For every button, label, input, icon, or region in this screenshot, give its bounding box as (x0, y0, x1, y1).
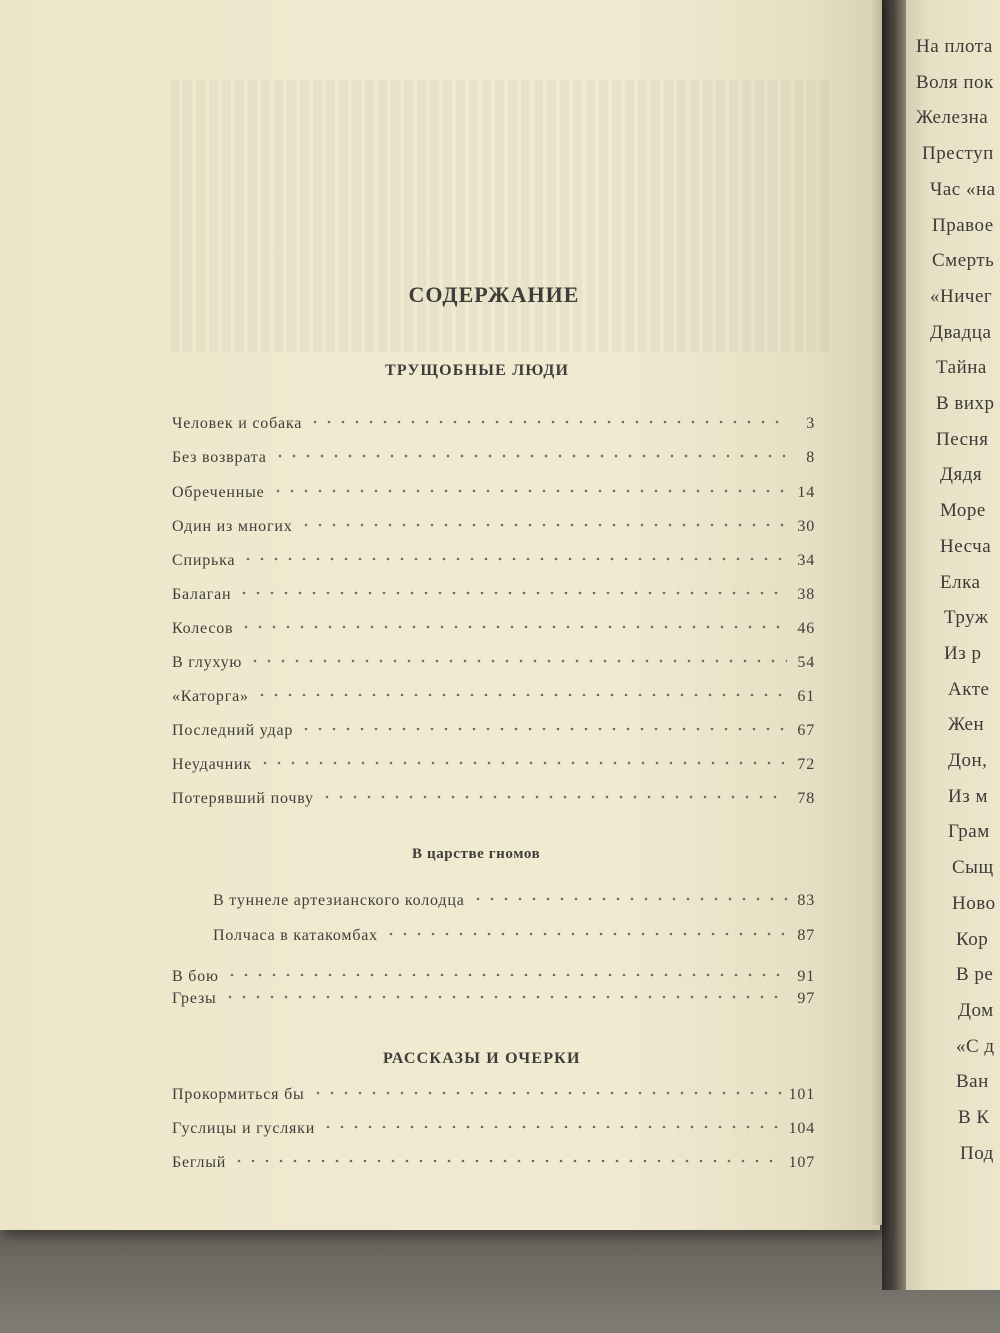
toc-entry (172, 688, 815, 706)
facing-page-line: Песня (936, 428, 989, 450)
facing-page-line: Дядя (940, 464, 983, 486)
page-title: СОДЕРЖАНИЕ (408, 282, 580, 307)
toc-entry-title: Без возврата (172, 449, 267, 466)
toc-entry-page: 46 (797, 620, 815, 637)
facing-page-line: Воля пок (916, 71, 994, 93)
facing-page-line: Кор (956, 928, 989, 950)
toc-entry-page: 30 (797, 518, 815, 535)
facing-page-line: В К (958, 1107, 990, 1128)
facing-page-line: Грам (948, 821, 990, 843)
toc-entry (172, 968, 815, 986)
leader-dots (248, 659, 787, 663)
toc-entry-page: 61 (797, 688, 815, 705)
facing-page-line: В ре (956, 964, 994, 986)
toc-entry-page: 101 (788, 1086, 815, 1103)
facing-page-line: Тайна (936, 357, 987, 379)
toc-entry-title: В туннеле артезианского колодца (213, 892, 465, 909)
toc-entry (172, 586, 815, 604)
leader-dots (241, 557, 787, 561)
toc-entry-page: 104 (788, 1120, 815, 1137)
facing-page-line: Преступ (922, 143, 994, 165)
facing-page-line: Из м (948, 785, 988, 807)
toc-entry-page: 34 (797, 552, 815, 569)
leader-dots (321, 1125, 782, 1129)
facing-page-line: Двадца (930, 321, 992, 343)
toc-entry (172, 722, 815, 740)
toc-entry-title: В глухую (172, 654, 243, 671)
right-page (900, 0, 1000, 1290)
facing-page-line: «Ничег (930, 285, 993, 307)
toc-entry-page: 38 (797, 586, 815, 603)
toc-entry-title: Гуслицы и гусляки (172, 1120, 316, 1137)
leader-dots (384, 932, 787, 936)
toc-entry (213, 892, 815, 910)
facing-page-line: В вихр (936, 393, 995, 414)
toc-entry-page: 107 (788, 1154, 815, 1171)
leader-dots (232, 1159, 782, 1163)
leader-dots (299, 727, 787, 731)
leader-dots (320, 795, 787, 799)
subsection-heading-gnomes: В царстве гномов (412, 846, 541, 862)
toc-entry (172, 620, 815, 638)
facing-page-line: Сыщ (952, 857, 994, 879)
leader-dots (311, 1091, 783, 1095)
leader-dots (237, 591, 787, 595)
toc-entry-title: Человек и собака (172, 415, 303, 432)
facing-page-line: «С д (956, 1035, 995, 1057)
facing-page-line: Дом (958, 999, 994, 1021)
toc-entry-title: Беглый (172, 1154, 227, 1171)
toc-entry (172, 518, 815, 536)
toc-entry (172, 756, 815, 774)
toc-entry-title: Прокормиться бы (172, 1086, 305, 1103)
toc-entry (213, 927, 815, 945)
toc-entry-page: 3 (806, 415, 815, 432)
toc-entry-page: 83 (797, 892, 815, 909)
page-edge (872, 0, 882, 1225)
toc-entry-title: Спирька (172, 552, 236, 569)
leader-dots (258, 761, 787, 765)
toc-entry (172, 990, 815, 1008)
facing-page-line: Под (960, 1142, 994, 1164)
facing-page-line: Жен (948, 714, 985, 736)
section-heading-trushchobnye: ТРУЩОБНЫЕ ЛЮДИ (385, 362, 570, 379)
leader-dots (299, 523, 787, 527)
toc-entry-page: 54 (797, 654, 815, 671)
toc-entry-page: 78 (797, 790, 815, 807)
facing-page-line: Час «на (930, 178, 996, 200)
toc-entry-title: В бою (172, 968, 219, 985)
toc-entry-page: 67 (797, 722, 815, 739)
facing-page-line: На плота (916, 36, 993, 57)
leader-dots (308, 420, 787, 424)
toc-entry-title: Потерявший почву (172, 790, 314, 807)
facing-page-line: Труж (944, 607, 989, 629)
leader-dots (225, 973, 787, 977)
toc-entry-title: Один из многих (172, 518, 293, 535)
leader-dots (471, 897, 787, 901)
toc-entry-page: 97 (797, 990, 815, 1007)
facing-page-line: Из р (944, 642, 982, 664)
toc-entry (172, 1154, 815, 1172)
facing-page-line: Правое (932, 214, 994, 236)
toc-entry (172, 790, 815, 808)
toc-entry-page: 72 (797, 756, 815, 773)
toc-entry-title: Полчаса в катакомбах (213, 927, 378, 944)
facing-page-line: Акте (948, 678, 990, 700)
table-surface (0, 1213, 1000, 1333)
toc-entry (172, 1086, 815, 1104)
facing-page-line: Дон, (948, 750, 988, 771)
toc-entry-page: 87 (797, 927, 815, 944)
facing-page-line: Елка (940, 571, 981, 593)
section-heading-stories: РАССКАЗЫ И ОЧЕРКИ (383, 1050, 581, 1067)
facing-page-line: Море (940, 500, 986, 522)
toc-entry-title: Балаган (172, 586, 232, 603)
toc-entry-title: Грезы (172, 990, 217, 1007)
leader-dots (223, 995, 787, 999)
toc-entry-page: 91 (797, 968, 815, 985)
toc-entry-title: Колесов (172, 620, 234, 637)
leader-dots (273, 454, 787, 458)
facing-page-line: Несча (940, 535, 992, 557)
toc-entry (172, 1120, 815, 1138)
book-gutter (882, 0, 906, 1290)
toc-entry (172, 449, 815, 467)
toc-entry (172, 654, 815, 672)
toc-entry-title: Обреченные (172, 484, 265, 501)
leader-dots (239, 625, 787, 629)
facing-page-line: Ново (952, 892, 996, 914)
facing-page-line: Ван (956, 1071, 989, 1093)
toc-entry-title: «Каторга» (172, 688, 249, 705)
toc-entry (172, 415, 815, 433)
toc-entry-page: 8 (806, 449, 815, 466)
leader-dots (271, 489, 787, 493)
toc-entry (172, 484, 815, 502)
toc-entry-title: Последний удар (172, 722, 294, 739)
facing-page-line: Смерть (932, 250, 995, 272)
toc-entry-title: Неудачник (172, 756, 252, 773)
leader-dots (255, 693, 787, 697)
facing-page-line: Железна (916, 107, 989, 129)
toc-entry (172, 552, 815, 570)
toc-entry-page: 14 (797, 484, 815, 501)
